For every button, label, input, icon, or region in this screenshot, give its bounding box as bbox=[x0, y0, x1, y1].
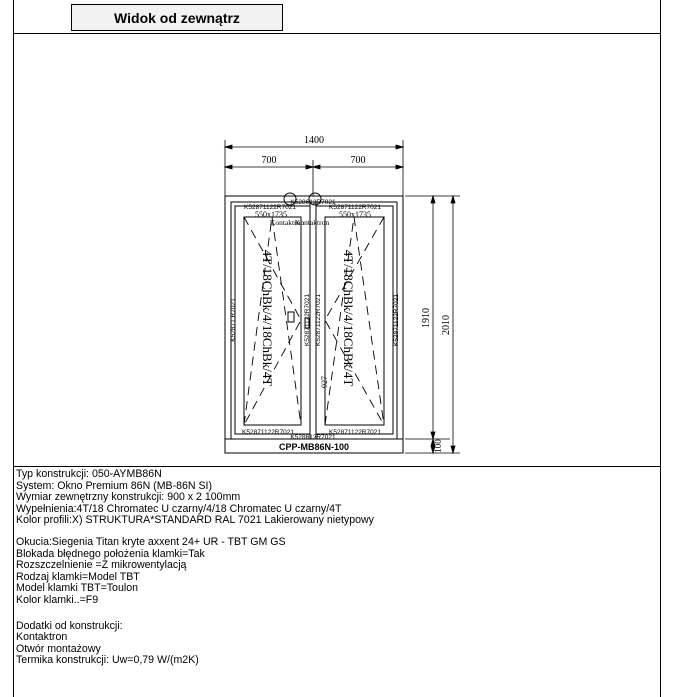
profile-code-bottom-left: K52871122R7021 bbox=[242, 429, 294, 436]
glazing-left: 4T/18ChBk/4/18ChBk/4T bbox=[260, 249, 275, 387]
dim-glass-height: 1910 bbox=[421, 308, 432, 328]
profile-code-top-left: K52871122R7021 bbox=[244, 204, 296, 211]
spec-line: Model klamki TBT=Toulon bbox=[16, 582, 138, 595]
dim-left-sash: 700 bbox=[261, 155, 277, 166]
spec-line: Kolor klamki..=F9 bbox=[16, 593, 99, 606]
dim-threshold: 100 bbox=[433, 439, 443, 453]
handle-left bbox=[288, 312, 294, 322]
profile-code-side-right: K52871122R7021 bbox=[393, 294, 400, 346]
profile-code-top-right: K52871122R7021 bbox=[329, 204, 381, 211]
spec-line: System: Okno Premium 86N (MB-86N SI) bbox=[16, 479, 213, 492]
profile-code-mullion-right: K52871122R7021 bbox=[315, 294, 322, 346]
profile-code-top-mid: K528612R7021 bbox=[290, 199, 336, 206]
view-title: Widok od zewnątrz bbox=[71, 4, 283, 31]
spec-line: Termika konstrukcji: Uw=0,79 W/(m2K) bbox=[16, 654, 199, 667]
profile-code-bottom-right: K52871122R7021 bbox=[329, 429, 381, 436]
dim-total-width: 1400 bbox=[304, 135, 324, 146]
dim-total-height: 2010 bbox=[441, 315, 452, 335]
spec-line: Dodatki od konstrukcji: bbox=[16, 619, 123, 632]
spec-line: Kontaktron bbox=[16, 631, 68, 644]
spec-line: Typ konstrukcji: 050-AYMB86N bbox=[16, 468, 162, 480]
glass-size-right: 550x1735 bbox=[339, 210, 371, 219]
glazing-right: 4T/18ChBk/4/18ChBk/4T bbox=[341, 249, 356, 387]
dim-right-sash: 700 bbox=[350, 155, 366, 166]
glass-size-left: 550x1735 bbox=[255, 210, 287, 219]
spec-line: Okucia:Siegenia Titan kryte axxent 24+ UR - TBT GM GS bbox=[16, 535, 286, 548]
drawing-separator bbox=[13, 466, 661, 467]
spec-line: Wypełnienia:4T/18 Chromatec U czarny/4/18 Chromatec U czarny/4T bbox=[16, 502, 342, 515]
spec-line: Blokada błędnego położenia klamki=Tak bbox=[16, 547, 205, 560]
specification-block bbox=[16, 469, 656, 667]
spec-line: Rozszczelnienie =Z mikrowentylacją bbox=[16, 559, 187, 572]
spec-line: Otwór montażowy bbox=[16, 642, 101, 655]
spec-line: Rodzaj klamki=Model TBT bbox=[16, 570, 140, 583]
profile-code-side-left: K52871 R7021 bbox=[230, 298, 237, 342]
profile-code-mullion-left: K52871122R7021 bbox=[304, 294, 311, 346]
contact-label-right: Kontaktron bbox=[294, 218, 330, 227]
spec-line: Wymiar zewnętrzny konstrukcji: 900 x 2 100mm bbox=[16, 491, 241, 504]
threshold-label: CPP-MB86N-100 bbox=[278, 442, 350, 452]
dim-handle-height: 927 bbox=[320, 376, 329, 388]
profile-code-bottom-mid: K528612R7021 bbox=[290, 434, 336, 441]
spec-line: Kolor profili:X) STRUKTURA*STANDARD RAL 7021 Lakierowany nietypowy bbox=[16, 514, 374, 527]
contact-label-left: Kontaktron bbox=[269, 218, 305, 227]
outer-frame bbox=[225, 196, 403, 439]
